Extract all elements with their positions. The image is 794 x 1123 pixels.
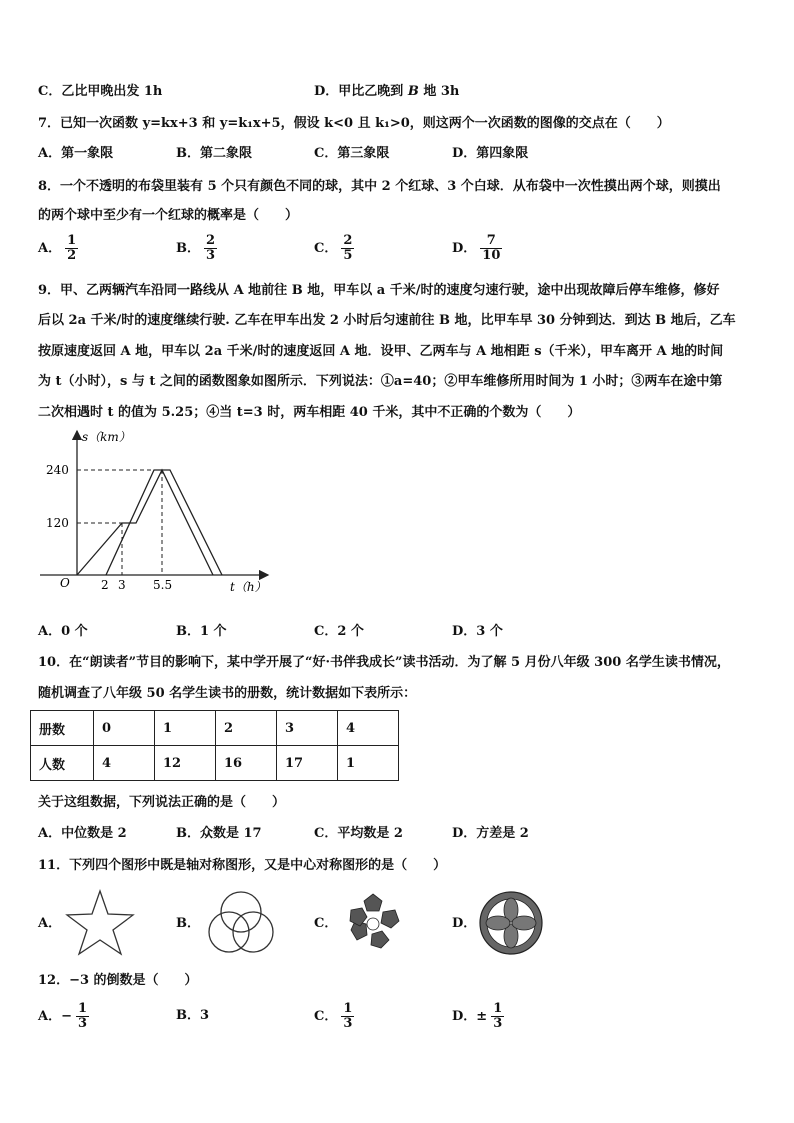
x-tick-5.5: 5.5 xyxy=(153,578,173,592)
fraction: $\frac{1}{2}$ xyxy=(67,233,77,263)
prev-option-d: D．甲比乙晚到 B 地 3h xyxy=(314,84,460,99)
x-tick-3: 3 xyxy=(118,578,126,592)
q12-option-b: B．3 xyxy=(176,1008,210,1023)
table-cell: 4 xyxy=(94,746,155,781)
table-cell: 0 xyxy=(94,711,155,746)
prev-option-c: C．乙比甲晚出发 1h xyxy=(38,84,163,99)
q8-option-c: C． $\frac{2}{5}$ xyxy=(314,233,353,263)
circle-petals-figure xyxy=(476,888,546,958)
q9-stem-line1: 9．甲、乙两辆汽车沿同一路线从 A 地前往 B 地，甲车以 a 千米/时的速度匀速行驶，途中出现故障后停车维修，修好 xyxy=(38,283,720,298)
q10-option-a: A．中位数是 2 xyxy=(38,826,127,841)
fraction: $\frac{7}{10}$ xyxy=(482,233,501,263)
origin-label: O xyxy=(60,576,70,590)
q8-stem-line1: 8．一个不透明的布袋里装有 5 个只有颜色不同的球，其中 2 个红球、3 个白球．从布袋中一次性摸出两个球，则摸出 xyxy=(38,179,721,194)
q10-data-table xyxy=(30,710,399,781)
table-cell: 1 xyxy=(155,711,216,746)
table-row xyxy=(31,711,399,746)
table-cell: 17 xyxy=(277,746,338,781)
q7-option-a: A．第一象限 xyxy=(38,146,114,161)
q11-label-a: A． xyxy=(38,916,62,931)
table-cell: 2 xyxy=(216,711,277,746)
q8-option-b: B． $\frac{2}{3}$ xyxy=(176,233,216,263)
q10-option-c: C．平均数是 2 xyxy=(314,826,403,841)
car-jia-path xyxy=(77,470,213,575)
fraction: $\frac{2}{5}$ xyxy=(343,233,353,263)
q12-option-a: A．− $\frac{1}{3}$ xyxy=(38,1001,88,1031)
q10-option-b: B．众数是 17 xyxy=(176,826,262,841)
fraction: $\frac{2}{3}$ xyxy=(206,233,216,263)
table-cell: 4 xyxy=(338,711,399,746)
q11-label-d: D． xyxy=(452,916,477,931)
q12-option-d: D．± $\frac{1}{3}$ xyxy=(452,1001,503,1031)
q11-label-c: C． xyxy=(314,916,338,931)
q9-option-a: A．0 个 xyxy=(38,624,88,639)
q9-option-d: D．3 个 xyxy=(452,624,503,639)
q9-stem-line5: 二次相遇时 t 的值为 5.25；④当 t=3 时，两车相距 40 千米，其中不正确的个数为（ ） xyxy=(38,405,581,420)
q7-option-d: D．第四象限 xyxy=(452,146,529,161)
q8-option-a: A． $\frac{1}{2}$ xyxy=(38,233,77,263)
y-axis-label: s（km） xyxy=(82,430,131,444)
q10-stem-line2: 随机调查了八年级 50 名学生读书的册数，统计数据如下表所示： xyxy=(38,686,417,701)
table-cell: 1 xyxy=(338,746,399,781)
table-cell: 12 xyxy=(155,746,216,781)
q7-option-c: C．第三象限 xyxy=(314,146,390,161)
q10-question: 关于这组数据，下列说法正确的是（ ） xyxy=(38,795,286,810)
q9-stem-line2: 后以 2a 千米/时的速度继续行驶. 乙车在甲车出发 2 小时后匀速前往 B 地，比甲车早 30 分钟到达．到达 B 地后，乙车 xyxy=(38,313,736,328)
x-axis-label: t（h） xyxy=(230,580,267,594)
q9-function-graph xyxy=(30,425,280,605)
y-tick-240: 240 xyxy=(46,463,69,477)
q9-stem-line3: 按原速度返回 A 地，甲车以 2a 千米/时的速度返回 A 地．设甲、乙两车与 A 地相距 s（千米），甲车离开 A 地的时间 xyxy=(38,344,724,359)
q10-stem-line1: 10．在“朗读者”节目的影响下，某中学开展了“好·书伴我成长”读书活动．为了解 5 月份八年级 300 名学生读书情况， xyxy=(38,655,730,670)
q11-stem: 11．下列四个图形中既是轴对称图形，又是中心对称图形的是（ ） xyxy=(38,858,447,873)
q12-stem: 12．−3 的倒数是（ ） xyxy=(38,973,198,988)
q7-stem: 7．已知一次函数 y=kx+3 和 y=k₁x+5，假设 k<0 且 k₁>0，则这两个一次函数的图像的交点在（ ） xyxy=(38,116,670,131)
q8-stem-line2: 的两个球中至少有一个红球的概率是（ ） xyxy=(38,208,299,223)
table-cell: 3 xyxy=(277,711,338,746)
q10-option-d: D．方差是 2 xyxy=(452,826,529,841)
pentagon-ring-figure xyxy=(340,890,406,956)
q8-option-d: D． $\frac{7}{10}$ xyxy=(452,233,501,263)
q11-label-b: B． xyxy=(176,916,200,931)
x-tick-2: 2 xyxy=(101,578,109,592)
q7-option-b: B．第二象限 xyxy=(176,146,252,161)
q9-option-b: B．1 个 xyxy=(176,624,227,639)
fraction: $\frac{1}{3}$ xyxy=(493,1001,503,1031)
q9-stem-line4: 为 t（小时），s 与 t 之间的函数图象如图所示．下列说法：①a=40；②甲车维修所用时间为 1 小时；③两车在途中第 xyxy=(38,374,723,389)
table-cell: 16 xyxy=(216,746,277,781)
q12-option-c: C． $\frac{1}{3}$ xyxy=(314,1001,353,1031)
table-cell: 人数 xyxy=(31,746,94,781)
star-figure xyxy=(64,888,136,958)
y-tick-120: 120 xyxy=(46,516,69,530)
q9-option-c: C．2 个 xyxy=(314,624,364,639)
three-circles-figure xyxy=(202,888,280,958)
table-row xyxy=(31,746,399,781)
table-cell: 册数 xyxy=(31,711,94,746)
fraction: $\frac{1}{3}$ xyxy=(78,1001,88,1031)
fraction: $\frac{1}{3}$ xyxy=(343,1001,353,1031)
